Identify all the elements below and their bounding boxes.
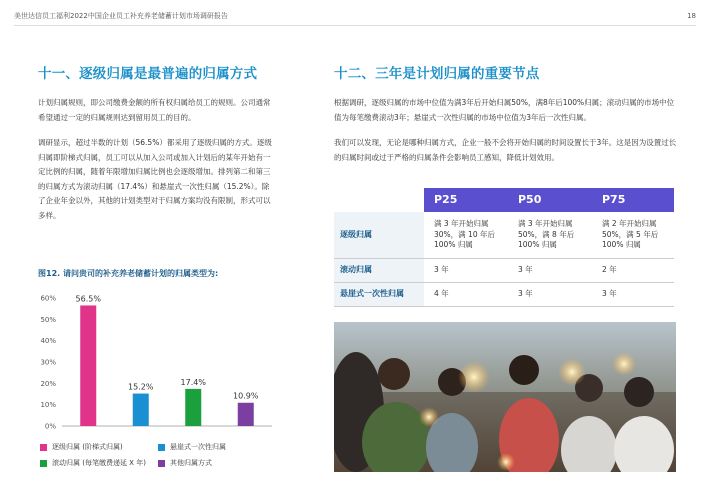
report-title: 美世达信员工福利2022中国企业员工补充养老储蓄计划市场调研报告	[14, 11, 228, 20]
row-label: 滚动归属	[334, 258, 424, 282]
page-number: 18	[687, 11, 696, 20]
table-cell: 2 年	[592, 258, 674, 282]
table-cell: 满 2 年开始归属 50%，满 5 年后 100% 归属	[592, 212, 674, 258]
table-cell: 3 年	[508, 282, 592, 306]
table-header-row	[334, 188, 674, 212]
table-cell: 4 年	[424, 282, 508, 306]
bar-value-label: 10.9%	[233, 391, 259, 401]
group-celebration-photo	[334, 322, 676, 472]
legend-item	[40, 458, 158, 468]
table-cell: 3 年	[424, 258, 508, 282]
legend-label: 其他归属方式	[170, 459, 212, 467]
table-cell: 3 年	[508, 258, 592, 282]
table-cell: 3 年	[592, 282, 674, 306]
table-corner	[334, 188, 424, 212]
table-cell: 满 3 年开始归属 30%，满 10 年后 100% 归属	[424, 212, 508, 258]
section-title-11: 十一、逐级归属是最普遍的归属方式	[38, 66, 258, 82]
y-tick-label: 50%	[40, 315, 56, 324]
vesting-type-bar-chart	[32, 292, 282, 438]
legend-swatch	[40, 444, 47, 451]
y-tick-label: 30%	[40, 358, 56, 367]
legend-item	[158, 442, 276, 452]
bar	[133, 394, 149, 426]
y-tick-label: 10%	[40, 401, 56, 410]
bar	[185, 389, 201, 426]
y-tick-label: 60%	[40, 294, 56, 303]
legend-swatch	[158, 460, 165, 467]
table-row	[334, 212, 674, 258]
table-cell: 满 3 年开始归属 50%，满 8 年后 100% 归属	[508, 212, 592, 258]
right-paragraph-2: 我们可以发现，无论是哪种归属方式，企业一般不会将开始归属的时间设置长于3年。这是因为设置过长的归属时间或过于严格的归属条件会影响员工感知，降低计划效用。	[334, 138, 677, 162]
section-title-12: 十二、三年是计划归属的重要节点	[334, 66, 540, 82]
table-row	[334, 258, 674, 282]
legend-item	[40, 442, 158, 452]
legend-swatch	[40, 460, 47, 467]
left-paragraph-1: 计划归属规则，即公司缴费金额的所有权归属给员工的规则。公司通常希望通过一定的归属规则达到留用员工的目的。	[38, 98, 271, 122]
y-tick-label: 40%	[40, 337, 56, 346]
vesting-percentile-table	[334, 188, 674, 307]
left-paragraph-2: 调研显示，超过半数的计划（56.5%）都采用了逐级归属的方式。逐级归属即阶梯式归属，员工可以从加入公司或加入计划后的某年开始有一定比例的归属，随着年限增加归属比例也会逐级增加。排列第二和第三的归属方式为滚动归属（17.4%）和悬崖式一次性归属（15.2%）。除了企业年金以外，其他的计划类型对于归属方案均没有限制，形式可以多样。	[38, 138, 272, 220]
legend-swatch	[158, 444, 165, 451]
y-tick-label: 20%	[40, 379, 56, 388]
table-header-p25: P25	[424, 188, 508, 212]
table-header-p50: P50	[508, 188, 592, 212]
right-paragraph-1: 根据调研，逐级归属的市场中位值为满3年后开始归属50%，满8年后100%归属；滚动归属的市场中位值为每笔缴费滚动3年；悬崖式一次性归属的市场中位值为3年后一次性归属。	[334, 98, 675, 122]
legend-label: 逐级归属 (阶梯式归属)	[52, 443, 123, 451]
legend-label: 悬崖式一次性归属	[170, 443, 226, 451]
bar-value-label: 15.2%	[128, 382, 154, 392]
page-header	[14, 6, 696, 26]
chart-legend	[40, 442, 290, 468]
row-label: 悬崖式一次性归属	[334, 282, 424, 306]
table-header-p75: P75	[592, 188, 674, 212]
figure-title: 图12. 请问贵司的补充养老储蓄计划的归属类型为:	[38, 269, 219, 278]
bar	[80, 305, 96, 426]
bar-value-label: 17.4%	[180, 377, 206, 387]
y-tick-label: 0%	[44, 422, 56, 431]
bar	[238, 403, 254, 426]
row-label: 逐级归属	[334, 212, 424, 258]
legend-label: 滚动归属 (每笔缴费递延 X 年)	[52, 459, 146, 467]
legend-item	[158, 458, 276, 468]
bar-value-label: 56.5%	[75, 294, 101, 304]
table-row	[334, 282, 674, 306]
